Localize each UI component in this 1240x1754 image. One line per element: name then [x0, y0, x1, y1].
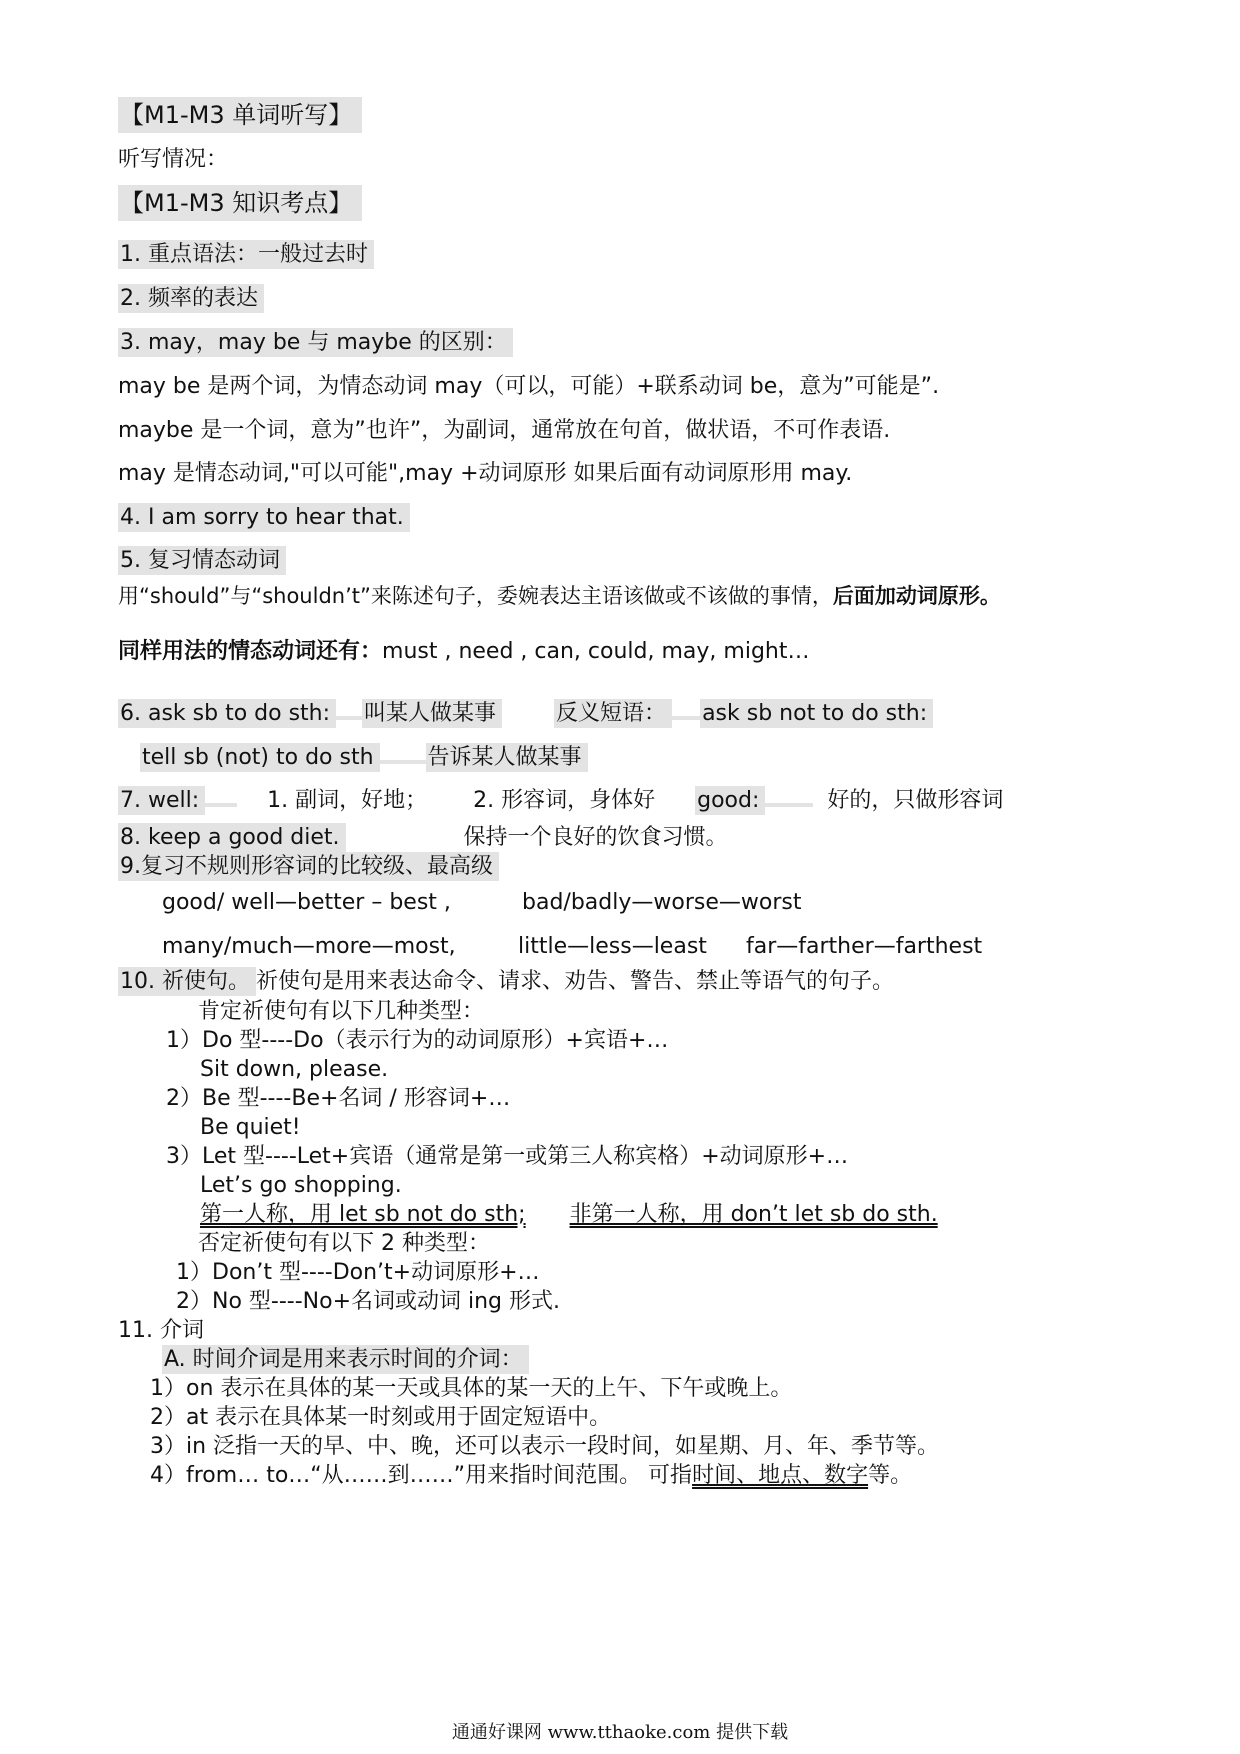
point-10-be-example: Be quiet!	[200, 1115, 301, 1140]
point-10-do-type: 1）Do 型----Do（表示行为的动词原形）+宾语+…	[166, 1028, 669, 1053]
point-10-dont-type: 1）Don’t 型----Don’t+动词原形+…	[176, 1260, 540, 1285]
point-1: 1. 重点语法：一般过去时	[118, 240, 374, 270]
point-11-in: 3）in 泛指一天的早、中、晚，还可以表示一段时间，如星期、月、年、季节等。	[150, 1434, 940, 1459]
point-11-on: 1）on 表示在具体的某一天或具体的某一天的上午、下午或晚上。	[150, 1376, 793, 1401]
point-10-let-note: 第一人称，用 let sb not do sth; 非第一人称，用 don’t let sb do sth.	[200, 1202, 938, 1227]
point-3-line-a: may be 是两个词，为情态动词 may（可以，可能）+联系动词 be，意为”可能是”.	[118, 374, 940, 399]
point-11-from-to: 4）from… to…“从……到……”用来指时间范围。 可指时间、地点、数字等。	[150, 1463, 913, 1488]
point-10-positive: 肯定祈使句有以下几种类型：	[198, 999, 485, 1024]
comparison-far: far—farther—farthest	[746, 934, 983, 959]
point-10-be-type: 2）Be 型----Be+名词 / 形容词+…	[166, 1086, 511, 1111]
point-3: 3. may，may be 与 maybe 的区别：	[118, 328, 513, 358]
point-3-line-c: may 是情态动词,"可以可能",may +动词原形 如果后面有动词原形用 may.	[118, 461, 853, 486]
point-11-at: 2）at 表示在具体某一时刻或用于固定短语中。	[150, 1405, 612, 1430]
point-9: 9.复习不规则形容词的比较级、最高级	[118, 852, 499, 882]
point-2: 2. 频率的表达	[118, 284, 264, 314]
point-6-line-a: 6. ask sb to do sth: 叫某人做某事 反义短语： ask sb not to do sth:	[118, 699, 933, 729]
point-3-line-b: maybe 是一个词，意为”也许”，为副词，通常放在句首，做状语，不可作表语.	[118, 418, 891, 443]
point-7: 7. well: 1. 副词，好地； 2. 形容词，身体好 good: 好的，只做形容词	[120, 788, 1004, 813]
comparison-many: many/much—more—most,	[162, 934, 456, 959]
point-10: 10. 祈使句。 祈使句是用来表达命令、请求、劝告、警告、禁止等语气的句子。	[120, 969, 894, 994]
heading-dictation: 【M1-M3 单词听写】	[118, 100, 362, 132]
comparison-little: little—less—least	[518, 934, 707, 959]
footer-source: 通通好课网 www.tthaoke.com 提供下载	[451, 1722, 789, 1743]
point-5: 5. 复习情态动词	[118, 546, 286, 576]
point-10-do-example: Sit down, please.	[200, 1057, 389, 1082]
point-11: 11. 介词	[118, 1318, 204, 1343]
heading-knowledge: 【M1-M3 知识考点】	[118, 188, 362, 220]
point-10-let-type: 3）Let 型----Let+宾语（通常是第一或第三人称宾格）+动词原形+…	[166, 1144, 849, 1169]
comparison-good: good/ well—better – best ,	[162, 890, 451, 915]
comparison-bad: bad/badly—worse—worst	[522, 890, 802, 915]
point-11-a: A. 时间介词是用来表示时间的介词：	[162, 1345, 529, 1375]
dictation-label: 听写情况：	[118, 147, 229, 172]
point-5-line-a: 用“should”与“shouldn’t”来陈述句子，委婉表达主语该做或不该做的事情，后面加动词原形。	[118, 584, 1001, 608]
point-6-line-b: tell sb (not) to do sth 告诉某人做某事	[140, 743, 588, 773]
point-4: 4. I am sorry to hear that.	[118, 503, 410, 533]
point-10-no-type: 2）No 型----No+名词或动词 ing 形式.	[176, 1289, 561, 1314]
point-5-line-b: 同样用法的情态动词还有：must , need , can, could, may, might…	[118, 639, 810, 664]
point-10-let-example: Let’s go shopping.	[200, 1173, 402, 1198]
point-10-negative: 否定祈使句有以下 2 种类型：	[198, 1231, 490, 1256]
point-8: 8. keep a good diet. 保持一个良好的饮食习惯。	[120, 825, 728, 850]
